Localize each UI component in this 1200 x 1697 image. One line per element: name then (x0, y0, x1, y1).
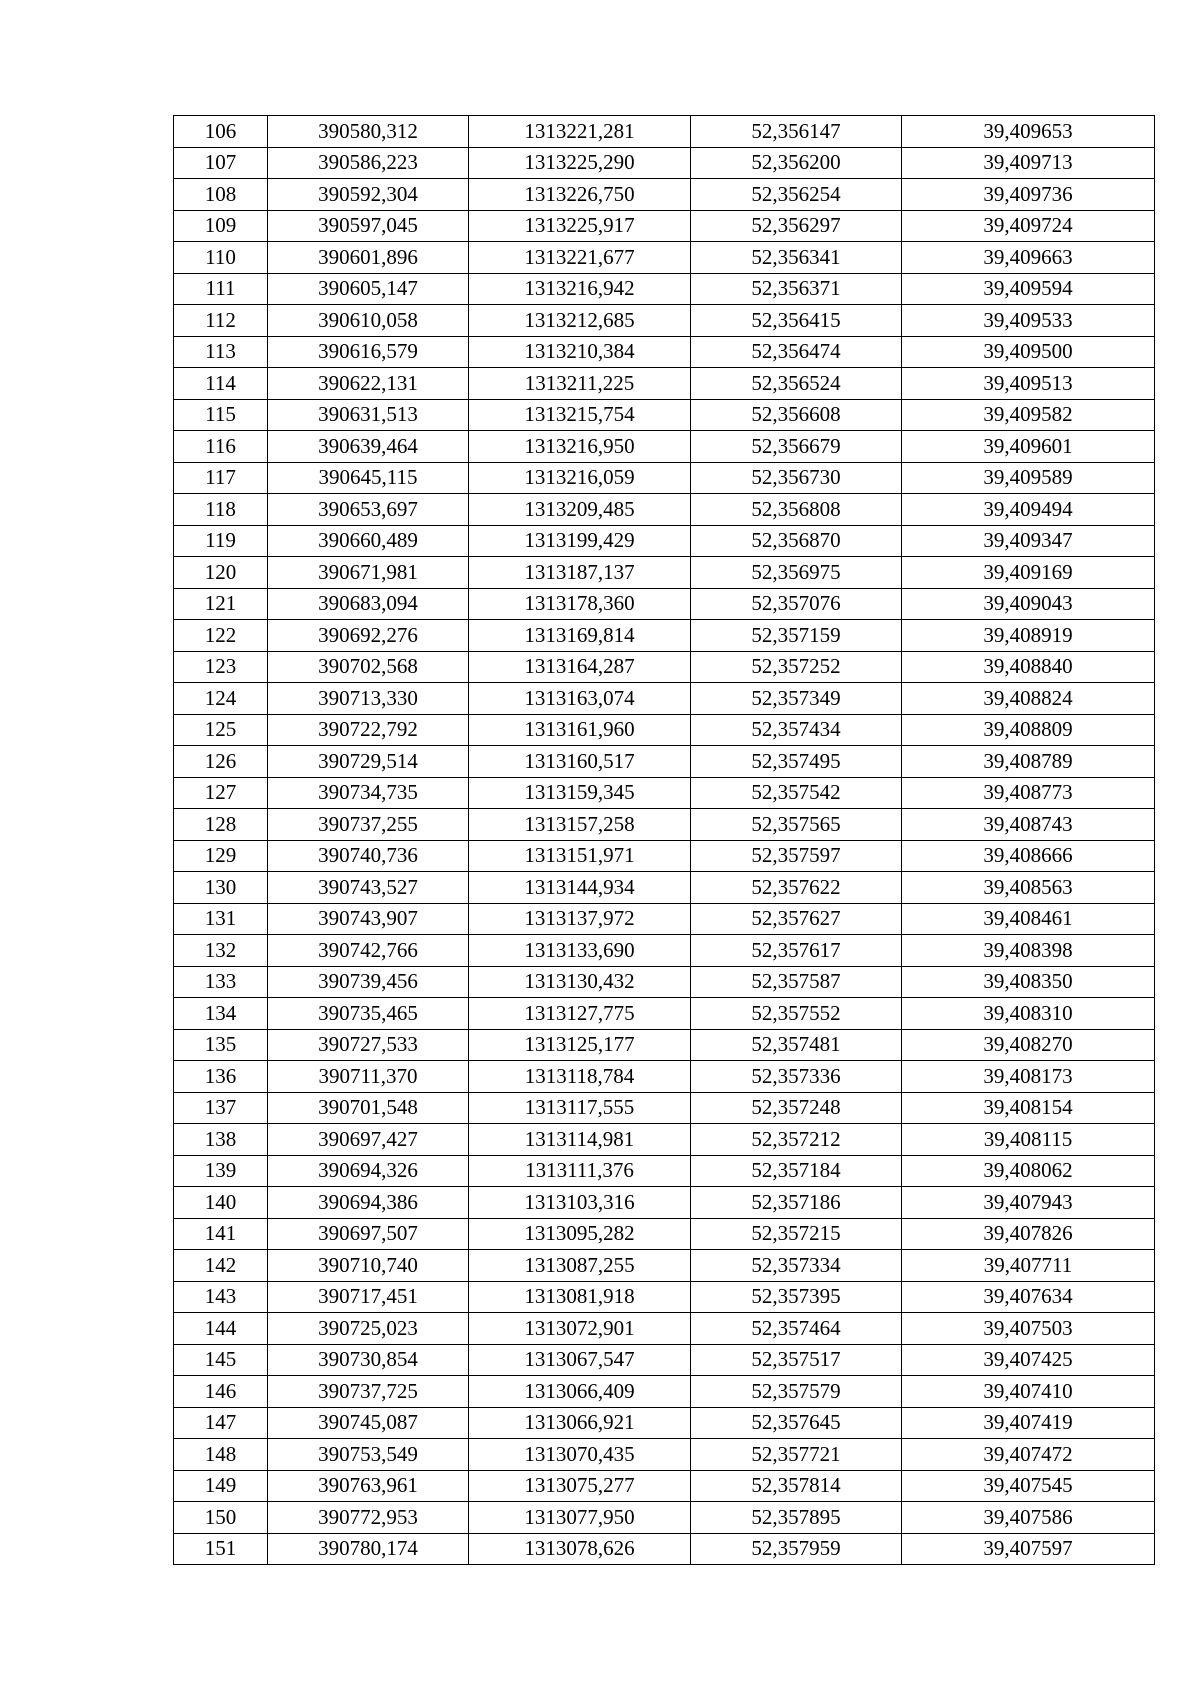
x-coordinate-cell: 390592,304 (268, 179, 469, 211)
y-coordinate-cell: 1313066,409 (469, 1376, 691, 1408)
y-coordinate-cell: 1313133,690 (469, 935, 691, 967)
y-coordinate-cell: 1313215,754 (469, 399, 691, 431)
longitude-cell: 39,408398 (902, 935, 1155, 967)
table-row (174, 1470, 1155, 1502)
y-coordinate-cell: 1313127,775 (469, 998, 691, 1030)
latitude-cell: 52,357076 (691, 588, 902, 620)
y-coordinate-cell: 1313117,555 (469, 1092, 691, 1124)
x-coordinate-cell: 390713,330 (268, 683, 469, 715)
longitude-cell: 39,407545 (902, 1470, 1155, 1502)
latitude-cell: 52,357565 (691, 809, 902, 841)
x-coordinate-cell: 390780,174 (268, 1533, 469, 1565)
x-coordinate-cell: 390763,961 (268, 1470, 469, 1502)
x-coordinate-cell: 390737,255 (268, 809, 469, 841)
table-row (174, 1155, 1155, 1187)
latitude-cell: 52,357721 (691, 1439, 902, 1471)
longitude-cell: 39,408743 (902, 809, 1155, 841)
y-coordinate-cell: 1313221,677 (469, 242, 691, 274)
point-number-cell: 137 (174, 1092, 268, 1124)
point-number-cell: 123 (174, 651, 268, 683)
latitude-cell: 52,357895 (691, 1502, 902, 1534)
y-coordinate-cell: 1313225,917 (469, 210, 691, 242)
y-coordinate-cell: 1313225,290 (469, 147, 691, 179)
longitude-cell: 39,409043 (902, 588, 1155, 620)
table-row (174, 1533, 1155, 1565)
y-coordinate-cell: 1313072,901 (469, 1313, 691, 1345)
point-number-cell: 134 (174, 998, 268, 1030)
latitude-cell: 52,357186 (691, 1187, 902, 1219)
table-row (174, 210, 1155, 242)
longitude-cell: 39,409736 (902, 179, 1155, 211)
latitude-cell: 52,357464 (691, 1313, 902, 1345)
latitude-cell: 52,356975 (691, 557, 902, 589)
table-row (174, 336, 1155, 368)
longitude-cell: 39,408270 (902, 1029, 1155, 1061)
latitude-cell: 52,356200 (691, 147, 902, 179)
y-coordinate-cell: 1313067,547 (469, 1344, 691, 1376)
y-coordinate-cell: 1313070,435 (469, 1439, 691, 1471)
point-number-cell: 112 (174, 305, 268, 337)
table-row (174, 557, 1155, 589)
table-row (174, 1061, 1155, 1093)
table-row (174, 1124, 1155, 1156)
point-number-cell: 122 (174, 620, 268, 652)
x-coordinate-cell: 390737,725 (268, 1376, 469, 1408)
y-coordinate-cell: 1313216,942 (469, 273, 691, 305)
point-number-cell: 124 (174, 683, 268, 715)
longitude-cell: 39,408310 (902, 998, 1155, 1030)
y-coordinate-cell: 1313221,281 (469, 116, 691, 148)
table-row (174, 1313, 1155, 1345)
latitude-cell: 52,356870 (691, 525, 902, 557)
longitude-cell: 39,409601 (902, 431, 1155, 463)
point-number-cell: 142 (174, 1250, 268, 1282)
x-coordinate-cell: 390753,549 (268, 1439, 469, 1471)
longitude-cell: 39,407711 (902, 1250, 1155, 1282)
latitude-cell: 52,357481 (691, 1029, 902, 1061)
latitude-cell: 52,356524 (691, 368, 902, 400)
x-coordinate-cell: 390735,465 (268, 998, 469, 1030)
y-coordinate-cell: 1313075,277 (469, 1470, 691, 1502)
x-coordinate-cell: 390597,045 (268, 210, 469, 242)
x-coordinate-cell: 390743,527 (268, 872, 469, 904)
latitude-cell: 52,357349 (691, 683, 902, 715)
point-number-cell: 136 (174, 1061, 268, 1093)
longitude-cell: 39,409663 (902, 242, 1155, 274)
x-coordinate-cell: 390645,115 (268, 462, 469, 494)
x-coordinate-cell: 390730,854 (268, 1344, 469, 1376)
y-coordinate-cell: 1313199,429 (469, 525, 691, 557)
latitude-cell: 52,356730 (691, 462, 902, 494)
longitude-cell: 39,409653 (902, 116, 1155, 148)
table-row (174, 840, 1155, 872)
y-coordinate-cell: 1313211,225 (469, 368, 691, 400)
y-coordinate-cell: 1313114,981 (469, 1124, 691, 1156)
longitude-cell: 39,408062 (902, 1155, 1155, 1187)
longitude-cell: 39,408350 (902, 966, 1155, 998)
x-coordinate-cell: 390683,094 (268, 588, 469, 620)
y-coordinate-cell: 1313144,934 (469, 872, 691, 904)
point-number-cell: 111 (174, 273, 268, 305)
x-coordinate-cell: 390702,568 (268, 651, 469, 683)
x-coordinate-cell: 390601,896 (268, 242, 469, 274)
table-row (174, 620, 1155, 652)
point-number-cell: 126 (174, 746, 268, 778)
table-row (174, 903, 1155, 935)
longitude-cell: 39,407586 (902, 1502, 1155, 1534)
longitude-cell: 39,408789 (902, 746, 1155, 778)
point-number-cell: 118 (174, 494, 268, 526)
y-coordinate-cell: 1313157,258 (469, 809, 691, 841)
point-number-cell: 115 (174, 399, 268, 431)
longitude-cell: 39,408563 (902, 872, 1155, 904)
longitude-cell: 39,409582 (902, 399, 1155, 431)
longitude-cell: 39,407472 (902, 1439, 1155, 1471)
y-coordinate-cell: 1313159,345 (469, 777, 691, 809)
y-coordinate-cell: 1313103,316 (469, 1187, 691, 1219)
point-number-cell: 133 (174, 966, 268, 998)
y-coordinate-cell: 1313216,950 (469, 431, 691, 463)
x-coordinate-cell: 390660,489 (268, 525, 469, 557)
x-coordinate-cell: 390605,147 (268, 273, 469, 305)
table-row (174, 1439, 1155, 1471)
x-coordinate-cell: 390742,766 (268, 935, 469, 967)
latitude-cell: 52,357395 (691, 1281, 902, 1313)
y-coordinate-cell: 1313095,282 (469, 1218, 691, 1250)
x-coordinate-cell: 390631,513 (268, 399, 469, 431)
table-row (174, 1344, 1155, 1376)
latitude-cell: 52,356371 (691, 273, 902, 305)
x-coordinate-cell: 390725,023 (268, 1313, 469, 1345)
latitude-cell: 52,357184 (691, 1155, 902, 1187)
point-number-cell: 148 (174, 1439, 268, 1471)
coordinates-table-body (174, 116, 1155, 1565)
y-coordinate-cell: 1313111,376 (469, 1155, 691, 1187)
point-number-cell: 147 (174, 1407, 268, 1439)
x-coordinate-cell: 390692,276 (268, 620, 469, 652)
y-coordinate-cell: 1313137,972 (469, 903, 691, 935)
longitude-cell: 39,408809 (902, 714, 1155, 746)
x-coordinate-cell: 390653,697 (268, 494, 469, 526)
longitude-cell: 39,409494 (902, 494, 1155, 526)
latitude-cell: 52,357336 (691, 1061, 902, 1093)
longitude-cell: 39,408919 (902, 620, 1155, 652)
table-row (174, 242, 1155, 274)
table-row (174, 777, 1155, 809)
y-coordinate-cell: 1313118,784 (469, 1061, 691, 1093)
x-coordinate-cell: 390745,087 (268, 1407, 469, 1439)
table-row (174, 399, 1155, 431)
table-row (174, 1250, 1155, 1282)
longitude-cell: 39,409589 (902, 462, 1155, 494)
point-number-cell: 135 (174, 1029, 268, 1061)
coordinates-table (173, 115, 1155, 1565)
y-coordinate-cell: 1313160,517 (469, 746, 691, 778)
x-coordinate-cell: 390727,533 (268, 1029, 469, 1061)
point-number-cell: 127 (174, 777, 268, 809)
point-number-cell: 106 (174, 116, 268, 148)
table-row (174, 651, 1155, 683)
latitude-cell: 52,357587 (691, 966, 902, 998)
longitude-cell: 39,408154 (902, 1092, 1155, 1124)
x-coordinate-cell: 390734,735 (268, 777, 469, 809)
longitude-cell: 39,407826 (902, 1218, 1155, 1250)
longitude-cell: 39,409724 (902, 210, 1155, 242)
latitude-cell: 52,357495 (691, 746, 902, 778)
longitude-cell: 39,409347 (902, 525, 1155, 557)
latitude-cell: 52,357159 (691, 620, 902, 652)
table-row (174, 809, 1155, 841)
point-number-cell: 125 (174, 714, 268, 746)
y-coordinate-cell: 1313151,971 (469, 840, 691, 872)
y-coordinate-cell: 1313130,432 (469, 966, 691, 998)
latitude-cell: 52,357542 (691, 777, 902, 809)
table-row (174, 998, 1155, 1030)
x-coordinate-cell: 390697,427 (268, 1124, 469, 1156)
y-coordinate-cell: 1313087,255 (469, 1250, 691, 1282)
y-coordinate-cell: 1313164,287 (469, 651, 691, 683)
point-number-cell: 132 (174, 935, 268, 967)
latitude-cell: 52,357617 (691, 935, 902, 967)
longitude-cell: 39,407425 (902, 1344, 1155, 1376)
point-number-cell: 116 (174, 431, 268, 463)
y-coordinate-cell: 1313077,950 (469, 1502, 691, 1534)
longitude-cell: 39,409169 (902, 557, 1155, 589)
latitude-cell: 52,356147 (691, 116, 902, 148)
y-coordinate-cell: 1313209,485 (469, 494, 691, 526)
latitude-cell: 52,356808 (691, 494, 902, 526)
latitude-cell: 52,357434 (691, 714, 902, 746)
x-coordinate-cell: 390722,792 (268, 714, 469, 746)
x-coordinate-cell: 390717,451 (268, 1281, 469, 1313)
table-row (174, 1218, 1155, 1250)
x-coordinate-cell: 390622,131 (268, 368, 469, 400)
point-number-cell: 139 (174, 1155, 268, 1187)
table-row (174, 714, 1155, 746)
point-number-cell: 113 (174, 336, 268, 368)
point-number-cell: 129 (174, 840, 268, 872)
point-number-cell: 149 (174, 1470, 268, 1502)
table-row (174, 1376, 1155, 1408)
table-row (174, 273, 1155, 305)
latitude-cell: 52,357212 (691, 1124, 902, 1156)
table-row (174, 494, 1155, 526)
table-row (174, 431, 1155, 463)
longitude-cell: 39,408115 (902, 1124, 1155, 1156)
x-coordinate-cell: 390739,456 (268, 966, 469, 998)
latitude-cell: 52,356254 (691, 179, 902, 211)
x-coordinate-cell: 390616,579 (268, 336, 469, 368)
y-coordinate-cell: 1313163,074 (469, 683, 691, 715)
x-coordinate-cell: 390743,907 (268, 903, 469, 935)
x-coordinate-cell: 390729,514 (268, 746, 469, 778)
latitude-cell: 52,357814 (691, 1470, 902, 1502)
table-row (174, 116, 1155, 148)
point-number-cell: 121 (174, 588, 268, 620)
point-number-cell: 150 (174, 1502, 268, 1534)
longitude-cell: 39,408840 (902, 651, 1155, 683)
table-row (174, 1187, 1155, 1219)
latitude-cell: 52,357959 (691, 1533, 902, 1565)
point-number-cell: 120 (174, 557, 268, 589)
latitude-cell: 52,357597 (691, 840, 902, 872)
point-number-cell: 141 (174, 1218, 268, 1250)
table-row (174, 746, 1155, 778)
point-number-cell: 117 (174, 462, 268, 494)
x-coordinate-cell: 390580,312 (268, 116, 469, 148)
y-coordinate-cell: 1313210,384 (469, 336, 691, 368)
y-coordinate-cell: 1313081,918 (469, 1281, 691, 1313)
point-number-cell: 114 (174, 368, 268, 400)
latitude-cell: 52,356608 (691, 399, 902, 431)
x-coordinate-cell: 390740,736 (268, 840, 469, 872)
table-row (174, 1029, 1155, 1061)
table-row (174, 966, 1155, 998)
longitude-cell: 39,407634 (902, 1281, 1155, 1313)
y-coordinate-cell: 1313226,750 (469, 179, 691, 211)
longitude-cell: 39,409533 (902, 305, 1155, 337)
table-row (174, 1281, 1155, 1313)
latitude-cell: 52,357248 (691, 1092, 902, 1124)
x-coordinate-cell: 390772,953 (268, 1502, 469, 1534)
table-row (174, 525, 1155, 557)
point-number-cell: 138 (174, 1124, 268, 1156)
table-row (174, 872, 1155, 904)
table-row (174, 683, 1155, 715)
latitude-cell: 52,356297 (691, 210, 902, 242)
longitude-cell: 39,408173 (902, 1061, 1155, 1093)
latitude-cell: 52,356679 (691, 431, 902, 463)
point-number-cell: 144 (174, 1313, 268, 1345)
table-row (174, 147, 1155, 179)
latitude-cell: 52,357252 (691, 651, 902, 683)
x-coordinate-cell: 390694,326 (268, 1155, 469, 1187)
latitude-cell: 52,357579 (691, 1376, 902, 1408)
latitude-cell: 52,357334 (691, 1250, 902, 1282)
x-coordinate-cell: 390671,981 (268, 557, 469, 589)
point-number-cell: 130 (174, 872, 268, 904)
table-row (174, 935, 1155, 967)
point-number-cell: 107 (174, 147, 268, 179)
longitude-cell: 39,408461 (902, 903, 1155, 935)
longitude-cell: 39,409594 (902, 273, 1155, 305)
table-row (174, 368, 1155, 400)
latitude-cell: 52,356474 (691, 336, 902, 368)
point-number-cell: 108 (174, 179, 268, 211)
table-row (174, 179, 1155, 211)
point-number-cell: 119 (174, 525, 268, 557)
point-number-cell: 128 (174, 809, 268, 841)
x-coordinate-cell: 390710,740 (268, 1250, 469, 1282)
table-row (174, 1407, 1155, 1439)
latitude-cell: 52,357215 (691, 1218, 902, 1250)
y-coordinate-cell: 1313161,960 (469, 714, 691, 746)
table-row (174, 1502, 1155, 1534)
longitude-cell: 39,408824 (902, 683, 1155, 715)
latitude-cell: 52,356341 (691, 242, 902, 274)
longitude-cell: 39,408773 (902, 777, 1155, 809)
latitude-cell: 52,357622 (691, 872, 902, 904)
point-number-cell: 140 (174, 1187, 268, 1219)
y-coordinate-cell: 1313066,921 (469, 1407, 691, 1439)
latitude-cell: 52,357552 (691, 998, 902, 1030)
longitude-cell: 39,408666 (902, 840, 1155, 872)
longitude-cell: 39,407503 (902, 1313, 1155, 1345)
longitude-cell: 39,407597 (902, 1533, 1155, 1565)
latitude-cell: 52,357645 (691, 1407, 902, 1439)
y-coordinate-cell: 1313078,626 (469, 1533, 691, 1565)
table-row (174, 588, 1155, 620)
x-coordinate-cell: 390639,464 (268, 431, 469, 463)
y-coordinate-cell: 1313169,814 (469, 620, 691, 652)
x-coordinate-cell: 390701,548 (268, 1092, 469, 1124)
point-number-cell: 151 (174, 1533, 268, 1565)
longitude-cell: 39,409713 (902, 147, 1155, 179)
y-coordinate-cell: 1313216,059 (469, 462, 691, 494)
latitude-cell: 52,356415 (691, 305, 902, 337)
x-coordinate-cell: 390586,223 (268, 147, 469, 179)
point-number-cell: 146 (174, 1376, 268, 1408)
table-row (174, 462, 1155, 494)
longitude-cell: 39,407419 (902, 1407, 1155, 1439)
latitude-cell: 52,357517 (691, 1344, 902, 1376)
y-coordinate-cell: 1313178,360 (469, 588, 691, 620)
longitude-cell: 39,409500 (902, 336, 1155, 368)
longitude-cell: 39,409513 (902, 368, 1155, 400)
point-number-cell: 145 (174, 1344, 268, 1376)
y-coordinate-cell: 1313125,177 (469, 1029, 691, 1061)
point-number-cell: 143 (174, 1281, 268, 1313)
latitude-cell: 52,357627 (691, 903, 902, 935)
point-number-cell: 110 (174, 242, 268, 274)
point-number-cell: 131 (174, 903, 268, 935)
y-coordinate-cell: 1313212,685 (469, 305, 691, 337)
x-coordinate-cell: 390610,058 (268, 305, 469, 337)
longitude-cell: 39,407943 (902, 1187, 1155, 1219)
longitude-cell: 39,407410 (902, 1376, 1155, 1408)
x-coordinate-cell: 390694,386 (268, 1187, 469, 1219)
table-row (174, 1092, 1155, 1124)
point-number-cell: 109 (174, 210, 268, 242)
y-coordinate-cell: 1313187,137 (469, 557, 691, 589)
table-row (174, 305, 1155, 337)
x-coordinate-cell: 390711,370 (268, 1061, 469, 1093)
x-coordinate-cell: 390697,507 (268, 1218, 469, 1250)
